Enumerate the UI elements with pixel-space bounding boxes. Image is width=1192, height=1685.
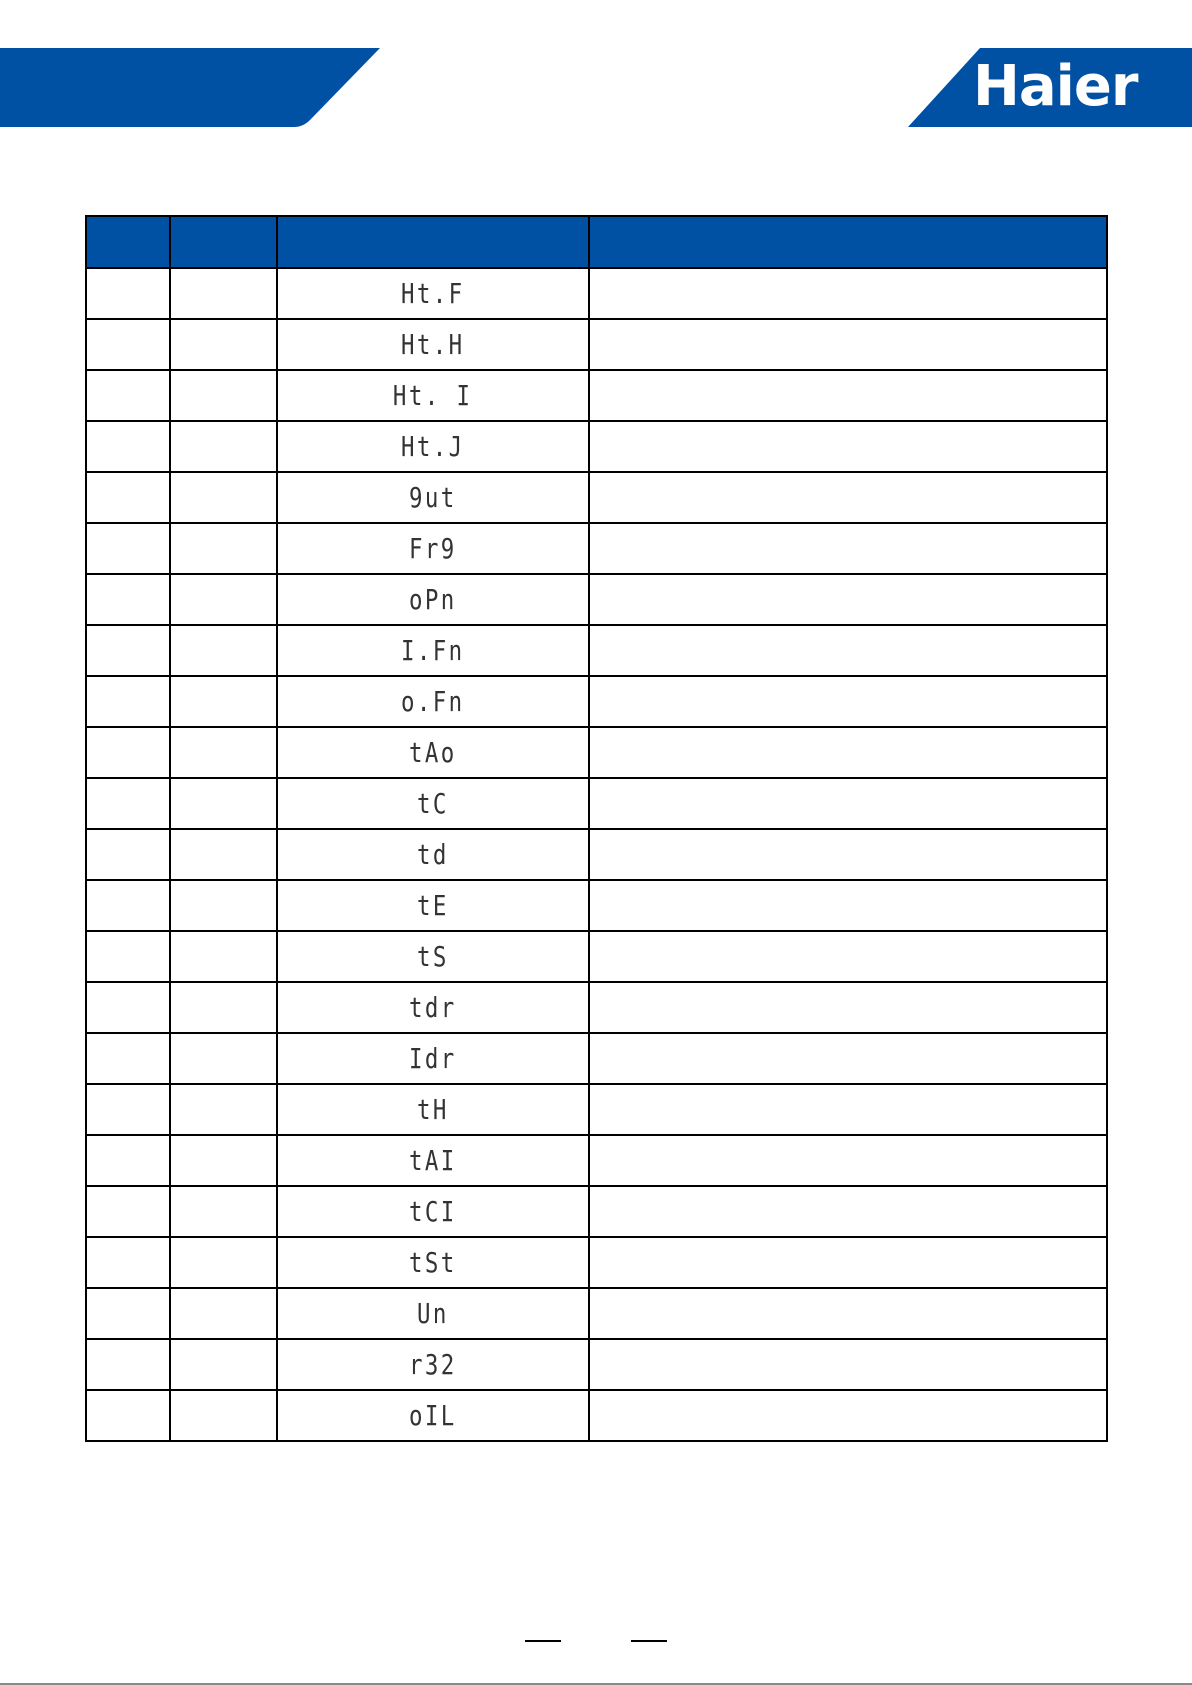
table-row xyxy=(86,727,1107,778)
code-cell xyxy=(170,1033,277,1084)
table-row xyxy=(86,829,1107,880)
code-cell xyxy=(170,727,277,778)
description-cell xyxy=(589,472,1107,523)
code-cell xyxy=(170,319,277,370)
table-row xyxy=(86,370,1107,421)
code-cell xyxy=(170,1390,277,1441)
display-code-cell xyxy=(277,880,589,931)
row-number-cell xyxy=(86,1288,170,1339)
display-code-cell xyxy=(277,625,589,676)
display-code-cell-text: Idr xyxy=(409,1042,457,1075)
row-number-cell xyxy=(86,1390,170,1441)
row-number-cell xyxy=(86,319,170,370)
row-number-cell xyxy=(86,421,170,472)
code-cell xyxy=(170,931,277,982)
brand-logo: Haier xyxy=(973,54,1138,119)
table-row xyxy=(86,778,1107,829)
code-cell xyxy=(170,1339,277,1390)
display-code-cell xyxy=(277,574,589,625)
display-code-cell xyxy=(277,676,589,727)
code-cell xyxy=(170,1186,277,1237)
row-number-cell xyxy=(86,778,170,829)
display-code-cell xyxy=(277,1186,589,1237)
display-code-cell-text: tSt xyxy=(409,1246,457,1279)
column-header xyxy=(170,216,277,268)
table-row xyxy=(86,574,1107,625)
display-code-cell xyxy=(277,421,589,472)
display-code-cell xyxy=(277,1339,589,1390)
code-cell xyxy=(170,982,277,1033)
display-code-cell-text: Ht.F xyxy=(401,277,465,310)
display-code-cell-text: Ht.H xyxy=(401,328,465,361)
footer-underline xyxy=(631,1640,667,1642)
description-cell xyxy=(589,1390,1107,1441)
description-cell xyxy=(589,778,1107,829)
row-number-cell xyxy=(86,727,170,778)
row-number-cell xyxy=(86,1339,170,1390)
display-code-cell xyxy=(277,1084,589,1135)
row-number-cell xyxy=(86,931,170,982)
display-code-cell xyxy=(277,1237,589,1288)
code-cell xyxy=(170,1288,277,1339)
table-row xyxy=(86,625,1107,676)
header-banner xyxy=(0,48,380,127)
description-cell xyxy=(589,421,1107,472)
description-cell xyxy=(589,1033,1107,1084)
row-number-cell xyxy=(86,1237,170,1288)
table-row xyxy=(86,472,1107,523)
display-code-cell xyxy=(277,472,589,523)
table-row xyxy=(86,268,1107,319)
row-number-cell xyxy=(86,1033,170,1084)
description-cell xyxy=(589,931,1107,982)
code-cell xyxy=(170,523,277,574)
display-code-cell xyxy=(277,319,589,370)
display-code-cell xyxy=(277,982,589,1033)
table-row xyxy=(86,1186,1107,1237)
code-cell xyxy=(170,880,277,931)
description-cell xyxy=(589,727,1107,778)
table-row xyxy=(86,880,1107,931)
code-cell xyxy=(170,778,277,829)
table-row xyxy=(86,1084,1107,1135)
error-code-table xyxy=(85,215,1108,1442)
row-number-cell xyxy=(86,370,170,421)
display-code-cell xyxy=(277,727,589,778)
display-code-cell xyxy=(277,268,589,319)
display-code-cell xyxy=(277,1033,589,1084)
description-cell xyxy=(589,1135,1107,1186)
display-code-cell-text: tE xyxy=(417,889,449,922)
code-cell xyxy=(170,1135,277,1186)
display-code-cell-text: oIL xyxy=(409,1399,457,1432)
description-cell xyxy=(589,523,1107,574)
table-row xyxy=(86,1135,1107,1186)
table-row xyxy=(86,523,1107,574)
column-header xyxy=(277,216,589,268)
row-number-cell xyxy=(86,1084,170,1135)
display-code-cell xyxy=(277,778,589,829)
display-code-cell-text: td xyxy=(417,838,449,871)
row-number-cell xyxy=(86,625,170,676)
display-code-cell xyxy=(277,829,589,880)
row-number-cell xyxy=(86,1186,170,1237)
display-code-cell-text: tAo xyxy=(409,736,457,769)
column-header xyxy=(589,216,1107,268)
display-code-cell-text: Ht.J xyxy=(401,430,465,463)
row-number-cell xyxy=(86,1135,170,1186)
description-cell xyxy=(589,370,1107,421)
display-code-cell-text: tC xyxy=(417,787,449,820)
code-cell xyxy=(170,574,277,625)
display-code-cell xyxy=(277,1288,589,1339)
display-code-cell-text: Ht. I xyxy=(393,379,473,412)
description-cell xyxy=(589,982,1107,1033)
display-code-cell-text: tS xyxy=(417,940,449,973)
row-number-cell xyxy=(86,574,170,625)
display-code-cell-text: tCI xyxy=(409,1195,457,1228)
display-code-cell xyxy=(277,523,589,574)
display-code-cell-text: oPn xyxy=(409,583,457,616)
code-cell xyxy=(170,472,277,523)
code-cell xyxy=(170,625,277,676)
code-cell xyxy=(170,268,277,319)
display-code-cell-text: tdr xyxy=(409,991,457,1024)
description-cell xyxy=(589,829,1107,880)
row-number-cell xyxy=(86,880,170,931)
display-code-cell-text: r32 xyxy=(409,1348,457,1381)
description-cell xyxy=(589,1339,1107,1390)
table-row xyxy=(86,1339,1107,1390)
display-code-cell-text: tAI xyxy=(409,1144,457,1177)
table-row xyxy=(86,1288,1107,1339)
row-number-cell xyxy=(86,829,170,880)
description-cell xyxy=(589,1186,1107,1237)
code-cell xyxy=(170,829,277,880)
code-cell xyxy=(170,676,277,727)
display-code-cell xyxy=(277,1135,589,1186)
display-code-cell-text: I.Fn xyxy=(401,634,465,667)
table-header-row xyxy=(86,216,1107,268)
display-code-cell-text: o.Fn xyxy=(401,685,465,718)
description-cell xyxy=(589,319,1107,370)
code-cell xyxy=(170,421,277,472)
description-cell xyxy=(589,268,1107,319)
description-cell xyxy=(589,1288,1107,1339)
description-cell xyxy=(589,676,1107,727)
footer-underline xyxy=(525,1640,561,1642)
table-row xyxy=(86,676,1107,727)
display-code-cell-text: Fr9 xyxy=(409,532,457,565)
row-number-cell xyxy=(86,982,170,1033)
display-code-cell-text: 9ut xyxy=(409,481,457,514)
display-code-cell xyxy=(277,370,589,421)
table-row xyxy=(86,421,1107,472)
table-row xyxy=(86,1237,1107,1288)
column-header xyxy=(86,216,170,268)
table-row xyxy=(86,1033,1107,1084)
display-code-cell-text: tH xyxy=(417,1093,449,1126)
table-row xyxy=(86,319,1107,370)
code-cell xyxy=(170,370,277,421)
code-cell xyxy=(170,1084,277,1135)
description-cell xyxy=(589,1084,1107,1135)
description-cell xyxy=(589,880,1107,931)
row-number-cell xyxy=(86,523,170,574)
description-cell xyxy=(589,1237,1107,1288)
row-number-cell xyxy=(86,676,170,727)
display-code-cell-text: Un xyxy=(417,1297,449,1330)
table-row xyxy=(86,931,1107,982)
row-number-cell xyxy=(86,268,170,319)
code-cell xyxy=(170,1237,277,1288)
display-code-cell xyxy=(277,1390,589,1441)
display-code-cell xyxy=(277,931,589,982)
description-cell xyxy=(589,574,1107,625)
description-cell xyxy=(589,625,1107,676)
table-row xyxy=(86,982,1107,1033)
table-row xyxy=(86,1390,1107,1441)
row-number-cell xyxy=(86,472,170,523)
